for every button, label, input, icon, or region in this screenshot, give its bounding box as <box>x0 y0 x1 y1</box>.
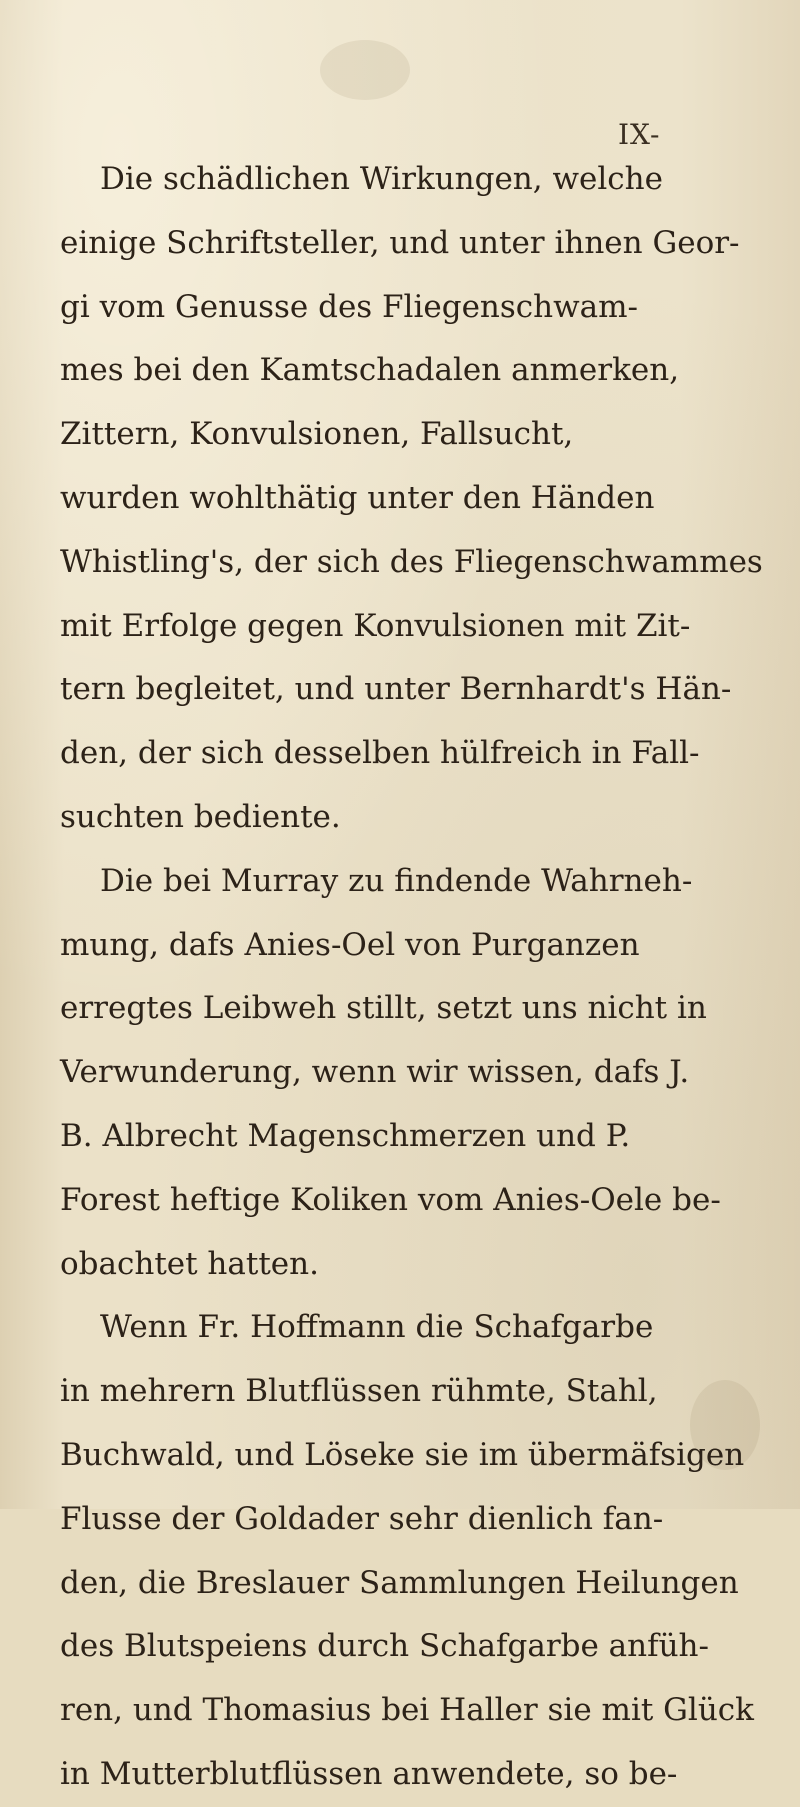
text-line: Die bei Murray zu findende Wahrneh- <box>100 862 693 899</box>
text-line: Whistling's, der sich des Fliegenschwammes <box>60 543 763 580</box>
text-line: obachtet hatten. <box>60 1245 319 1282</box>
body-text <box>60 148 763 1807</box>
text-line: wurden wohlthätig unter den Händen <box>60 479 655 516</box>
text-line: den, der sich desselben hülfreich in Fall- <box>60 735 700 772</box>
text-line: ren, und Thomasius bei Haller sie mit Glück <box>60 1692 754 1729</box>
text-line: einige Schriftsteller, und unter ihnen Geor- <box>60 224 740 261</box>
text-line: tern begleitet, und unter Bernhardt's Hän- <box>60 671 732 708</box>
text-line: in mehrern Blutflüssen rühmte, Stahl, <box>60 1373 658 1410</box>
text-line: Flusse der Goldader sehr dienlich fan- <box>60 1500 664 1537</box>
text-line: mung, dafs Anies-Oel von Purganzen <box>60 926 640 963</box>
text-line: in Mutterblutflüssen anwendete, so be- <box>60 1755 678 1792</box>
text-line: B. Albrecht Magenschmerzen und P. <box>60 1117 631 1154</box>
paper-stain <box>320 40 410 100</box>
text-line: Wenn Fr. Hoffmann die Schafgarbe <box>100 1309 654 1346</box>
text-line: des Blutspeiens durch Schafgarbe anfüh- <box>60 1628 710 1665</box>
text-line: Buchwald, und Löseke sie im übermäfsigen <box>60 1436 745 1473</box>
text-line: erregtes Leibweh stillt, setzt uns nicht in <box>60 990 707 1027</box>
text-line: Verwunderung, wenn wir wissen, dafs J. <box>60 1054 690 1091</box>
text-line: Zittern, Konvulsionen, Fallsucht, <box>60 416 574 453</box>
text-line: gi vom Genusse des Fliegenschwam- <box>60 288 639 325</box>
text-line: suchten bediente. <box>60 798 341 835</box>
text-line: mit Erfolge gegen Konvulsionen mit Zit- <box>60 607 691 644</box>
text-line: Die schädlichen Wirkungen, welche <box>100 161 663 197</box>
text-line: Forest heftige Koliken vom Anies-Oele be- <box>60 1181 721 1218</box>
text-line: den, die Breslauer Sammlungen Heilungen <box>60 1564 739 1601</box>
page-number: IX- <box>618 118 661 151</box>
text-line: mes bei den Kamtschadalen anmerken, <box>60 352 680 389</box>
